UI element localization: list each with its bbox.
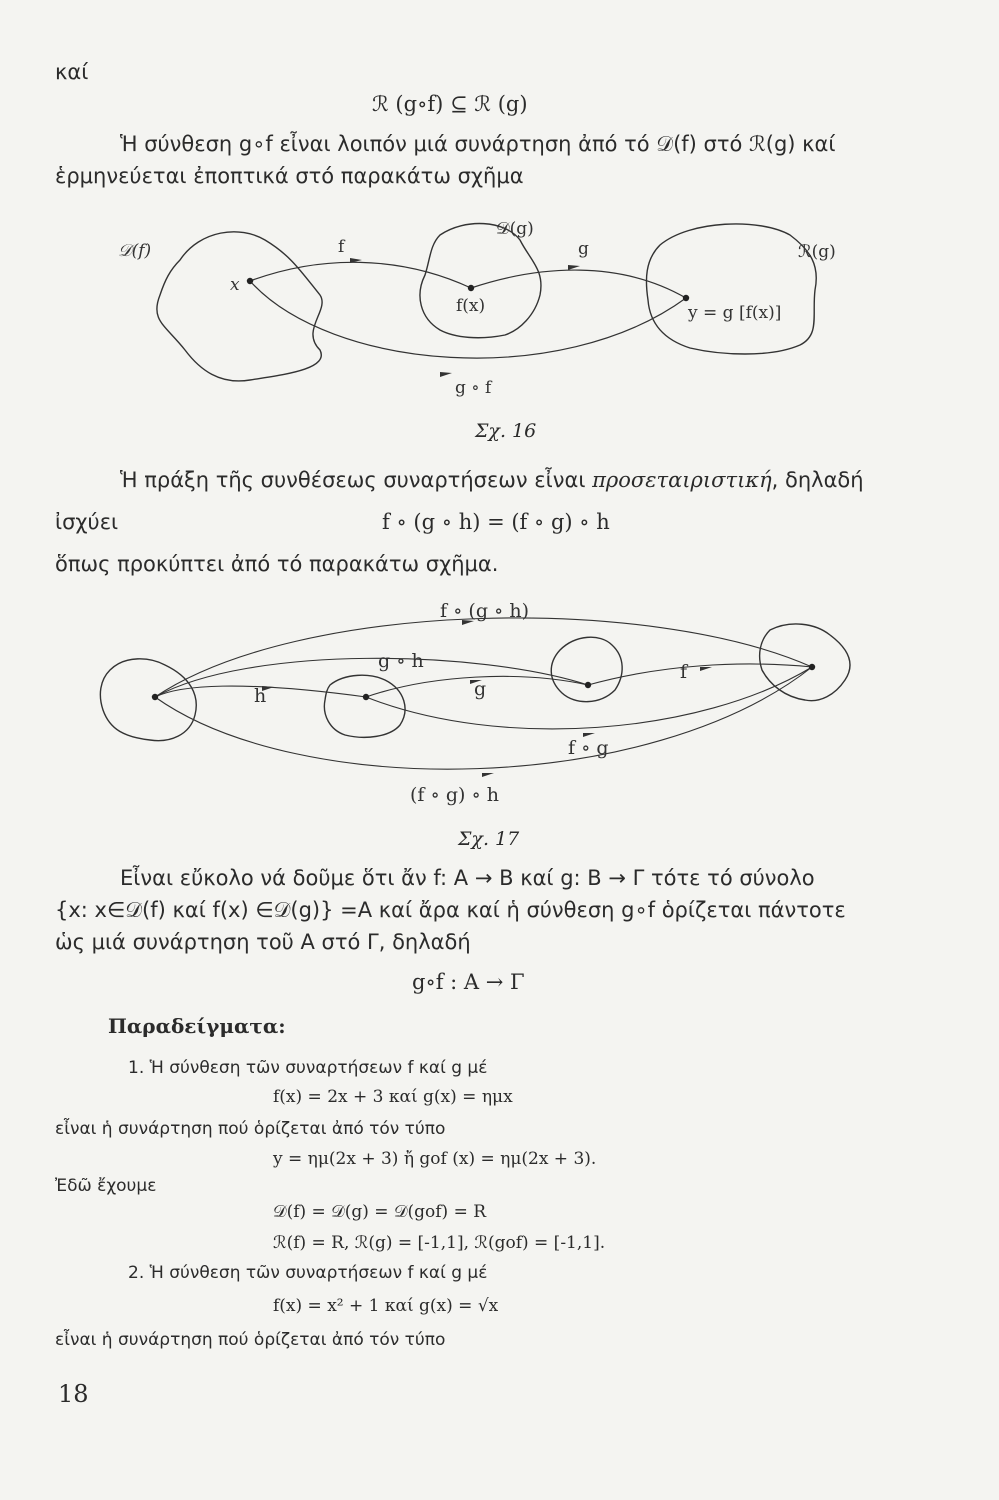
point-fx xyxy=(468,285,474,291)
label-fog-h: (f ∘ g) ∘ h xyxy=(410,784,500,806)
para1-line2: ἑρμηνεύεται ἐποπτικά στό παρακάτω σχῆμα xyxy=(55,164,524,188)
example2-text: εἶναι ἡ συνάρτηση πού ὁρίζεται ἀπό τόν τύπο xyxy=(55,1330,446,1350)
para2-start: Ἡ πράξη τῆς συνθέσεως συναρτήσεων εἶναι xyxy=(120,468,593,492)
kai-top: καί xyxy=(55,60,89,84)
arrow-f xyxy=(250,262,471,288)
domains-formula: 𝒟(f) = 𝒟(g) = 𝒟(gof) = R xyxy=(273,1202,487,1222)
blob-A xyxy=(100,659,196,741)
para2-end: , δηλαδή xyxy=(771,468,864,492)
label-Dg: 𝒟(g) xyxy=(496,219,534,239)
page-number: 18 xyxy=(58,1380,89,1408)
isxyei: ἰσχύει xyxy=(55,510,119,534)
para2-line1 xyxy=(120,468,864,492)
blob-D xyxy=(760,624,850,701)
label-g: g xyxy=(578,239,589,259)
arrow-g xyxy=(471,270,686,298)
edo-exoume: Ἐδῶ ἔχουμε xyxy=(55,1176,157,1196)
caption-fig16: Σχ. 16 xyxy=(475,420,537,442)
ranges-formula: ℛ(f) = R, ℛ(g) = [-1,1], ℛ(gof) = [-1,1]. xyxy=(273,1233,606,1253)
example1-formula: f(x) = 2x + 3 καί g(x) = ημx xyxy=(273,1087,513,1107)
para1-line1: Ἡ σύνθεση g∘f εἶναι λοιπόν μιά συνάρτηση ἀπό τό 𝒟(f) στό ℛ(g) καί xyxy=(120,132,836,156)
label-goh: g ∘ h xyxy=(378,650,424,672)
label-Df: 𝒟(f) xyxy=(118,241,152,261)
point-y xyxy=(683,295,689,301)
label-h: h xyxy=(254,685,267,707)
para4-line3: ὡς μιά συνάρτηση τοῦ A στό Γ, δηλαδή xyxy=(55,930,471,954)
figure-17 xyxy=(0,585,999,825)
blob-range-g xyxy=(646,224,816,354)
example1-line: 1. Ἡ σύνθεση τῶν συναρτήσεων f καί g μέ xyxy=(128,1058,488,1078)
label-fx: f(x) xyxy=(456,296,486,316)
example2-formula: f(x) = x² + 1 καί g(x) = √x xyxy=(273,1296,499,1316)
associativity-formula: f ∘ (g ∘ h) = (f ∘ g) ∘ h xyxy=(382,510,610,534)
example1-text: εἶναι ἡ συνάρτηση πού ὁρίζεται ἀπό τόν τύπο xyxy=(55,1119,446,1139)
para4-line2: {x: x∈𝒟(f) καί f(x) ∈𝒟(g)} =A καί ἄρα καί ἡ σύνθεση g∘f ὁρίζεται πάντοτε xyxy=(55,898,846,922)
label-x: x xyxy=(230,275,240,295)
para2-italic-term: προσεταιριστική xyxy=(592,468,772,492)
blob-domain-g xyxy=(420,224,541,338)
example1-formula2: y = ημ(2x + 3) ἤ gof (x) = ημ(2x + 3). xyxy=(273,1149,597,1169)
point-x xyxy=(247,278,253,284)
para3: ὅπως προκύπτει ἀπό τό παρακάτω σχῆμα. xyxy=(55,552,499,576)
para4-line1: Εἶναι εὔκολο νά δοῦμε ὅτι ἄν f: A → B καί g: B → Γ τότε τό σύνολο xyxy=(120,866,815,890)
figure-16 xyxy=(0,200,999,450)
label-g: g xyxy=(474,678,487,700)
blob-C xyxy=(551,637,622,701)
gof-mapping: g∘f : A → Γ xyxy=(412,970,525,994)
label-y: y = g [f(x)] xyxy=(688,303,782,323)
arrow-gof xyxy=(250,281,686,358)
label-f: f xyxy=(680,661,688,683)
range-inclusion-formula: ℛ (g∘f) ⊆ ℛ (g) xyxy=(372,92,528,116)
examples-heading: Παραδείγματα: xyxy=(108,1014,286,1038)
label-fog: f ∘ g xyxy=(568,737,609,759)
caption-fig17: Σχ. 17 xyxy=(458,828,520,850)
label-fogh: f ∘ (g ∘ h) xyxy=(440,600,530,622)
example2-line: 2. Ἡ σύνθεση τῶν συναρτήσεων f καί g μέ xyxy=(128,1263,488,1283)
blob-domain-f xyxy=(157,232,322,381)
label-gof: g ∘ f xyxy=(455,378,492,398)
label-f: f xyxy=(338,237,345,257)
label-Rg: ℛ(g) xyxy=(798,242,836,262)
